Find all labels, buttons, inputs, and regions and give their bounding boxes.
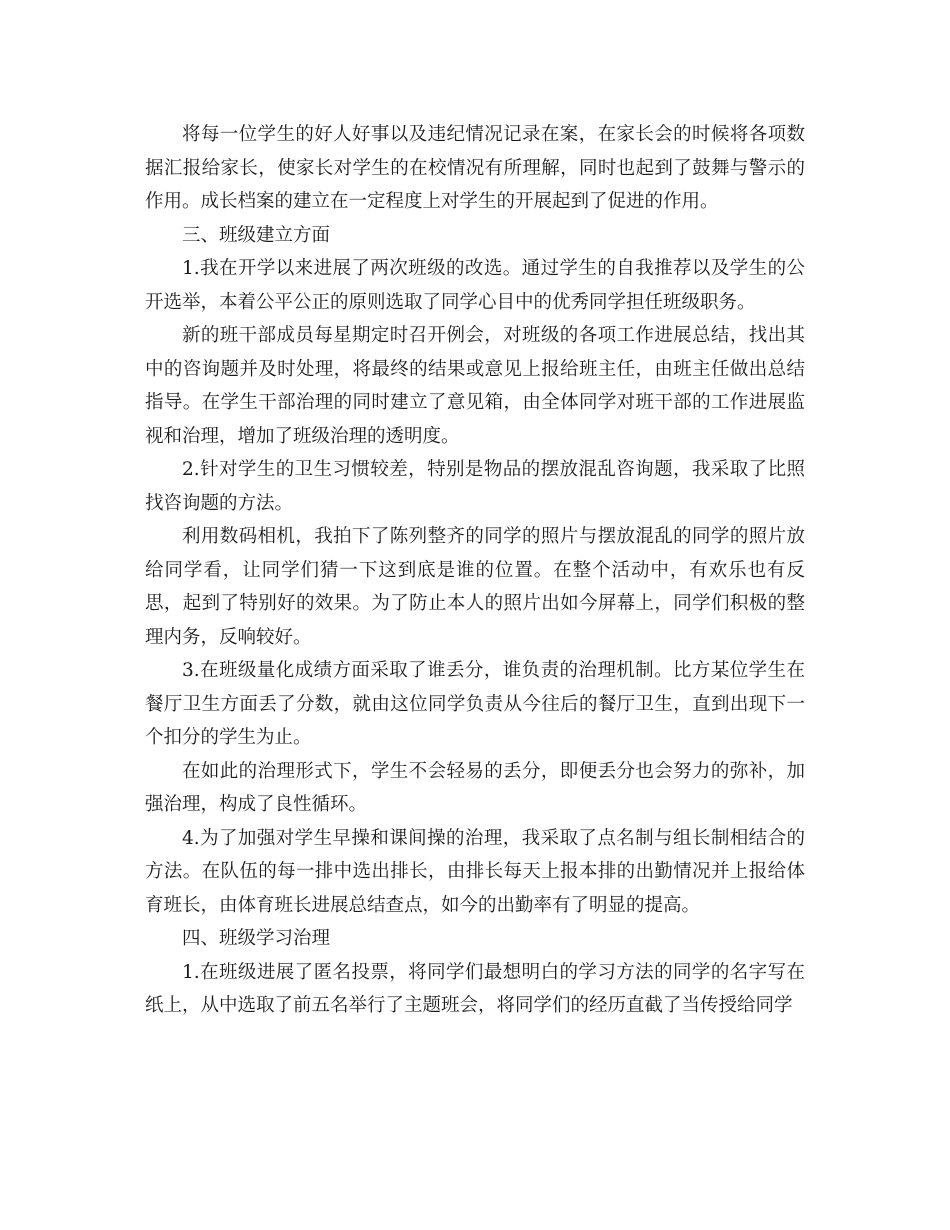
paragraph-exercise-attendance: 4.为了加强对学生早操和课间操的治理，我采取了点名制与组长制相结合的方法。在队伍的每一排中选出排长，由排长每天上报本排的出勤情况并上报给体育班长，由体育班长进展总结查点，如今的出勤率有了明显的提高。 bbox=[145, 827, 805, 916]
paragraph-hygiene-habits: 2.针对学生的卫生习惯较差，特别是物品的摆放混乱咨询题，我采取了比照找咨询题的方法。 bbox=[145, 459, 805, 514]
paragraph-photo-comparison: 利用数码相机，我拍下了陈列整齐的同学的照片与摆放混乱的同学的照片放给同学看，让同学们猜一下这到底是谁的位置。在整个活动中，有欢乐也有反思，起到了特别好的效果。为了防止本人的照片出如今屏幕上，同学们积极的整理内务，反响较好。 bbox=[145, 526, 805, 648]
section-heading-study-management: 四、班级学习治理 bbox=[182, 928, 331, 949]
paragraph-anonymous-vote: 1.在班级进展了匿名投票，将同学们最想明白的学习方法的同学的名字写在纸上，从中选取了前五名举行了主题班会，将同学们的经历直截了当传授给同学 bbox=[145, 961, 805, 1016]
paragraph-virtuous-cycle: 在如此的治理形式下，学生不会轻易的丢分，即便丢分也会努力的弥补，加强治理，构成了良性循环。 bbox=[145, 760, 805, 815]
document-body bbox=[145, 118, 805, 1023]
section-heading-class-building: 三、班级建立方面 bbox=[182, 224, 331, 246]
paragraph-growth-records: 将每一位学生的好人好事以及违纪情况记录在案，在家长会的时候将各项数据汇报给家长，使家长对学生的在校情况有所理解，同时也起到了鼓舞与警示的作用。成长档案的建立在一定程度上对学生的开展起到了促进的作用。 bbox=[145, 124, 805, 212]
paragraph-cadre-meetings: 新的班干部成员每星期定时召开例会，对班级的各项工作进展总结，找出其中的咨询题并及时处理，将最终的结果或意见上报给班主任，由班主任做出总结指导。在学生干部治理的同时建立了意见箱，由全体同学对班干部的工作进展监视和治理，增加了班级治理的透明度。 bbox=[145, 325, 805, 447]
paragraph-score-responsibility: 3.在班级量化成绩方面采取了谁丢分，谁负责的治理机制。比方某位学生在餐厅卫生方面丢了分数，就由这位同学负责从今往后的餐厅卫生，直到出现下一个扣分的学生为止。 bbox=[145, 660, 805, 748]
paragraph-class-election: 1.我在开学以来进展了两次班级的改选。通过学生的自我推荐以及学生的公开选举，本着公平公正的原则选取了同学心目中的优秀同学担任班级职务。 bbox=[145, 258, 805, 313]
